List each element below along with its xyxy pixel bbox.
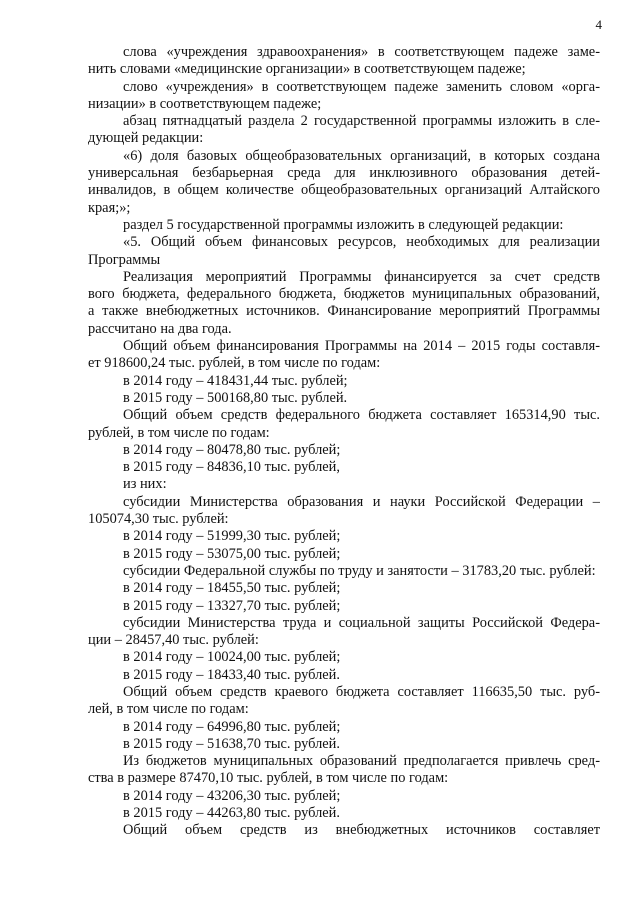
text-line: слова «учреждения здравоохранения» в соответствующем падеже заме- <box>123 44 600 60</box>
text-line: в 2015 году – 13327,70 тыс. рублей; <box>123 597 341 614</box>
page-number: 4 <box>595 17 602 32</box>
text-line: в 2015 году – 44263,80 тыс. рублей. <box>123 805 340 822</box>
text-line: Общий объем средств федерального бюджета составляет 165314,90 тыс. <box>123 407 600 424</box>
text-line: лей, в том числе по годам: <box>88 701 249 718</box>
text-line: Общий объем средств из внебюджетных источников составляет <box>123 822 600 839</box>
text-line: в 2014 году – 10024,00 тыс. рублей; <box>123 649 341 666</box>
text-line: «5. Общий объем финансовых ресурсов, необходимых для реализации <box>123 234 600 251</box>
text-line: рублей, в том числе по годам: <box>88 424 270 441</box>
text-line: в 2014 году – 18455,50 тыс. рублей; <box>123 580 341 597</box>
text-line: в 2014 году – 418431,44 тыс. рублей; <box>123 372 348 389</box>
text-line: Реализация мероприятий Программы финансируется за счет средств <box>123 268 600 285</box>
text-line: субсидии Министерства труда и социальной защиты Российской Федера- <box>123 614 600 631</box>
text-line: в 2015 году – 18433,40 тыс. рублей. <box>123 666 340 683</box>
text-line: раздел 5 государственной программы изложить в следующей редакции: <box>123 216 564 233</box>
text-line: Из бюджетов муниципальных образований предполагается привлечь сред- <box>123 753 600 770</box>
text-line: в 2014 году – 80478,80 тыс. рублей; <box>123 441 341 458</box>
text-line: а также внебюджетных источников. Финансирование мероприятий Программы <box>88 303 600 320</box>
text-line: в 2014 году – 64996,80 тыс. рублей; <box>123 718 341 735</box>
text-line: универсальная безбарьерная среда для инклюзивного образования детей- <box>88 165 600 182</box>
text-line: 105074,30 тыс. рублей: <box>88 511 229 528</box>
text-line: рассчитано на два года. <box>88 320 232 337</box>
text-line: субсидии Федеральной службы по труду и занятости – 31783,20 тыс. рублей: <box>123 562 596 579</box>
text-line: ства в размере 87470,10 тыс. рублей, в том числе по годам: <box>88 770 449 787</box>
text-line: слово «учреждения» в соответствующем падеже заменить словом «орга- <box>123 78 600 95</box>
text-line: ет 918600,24 тыс. рублей, в том числе по годам: <box>88 355 381 372</box>
text-line: низации» в соответствующем падеже; <box>88 95 322 112</box>
text-line: из них: <box>123 476 167 493</box>
text-line: в 2015 году – 53075,00 тыс. рублей; <box>123 545 341 562</box>
text-line: Программы <box>88 251 161 268</box>
text-line: субсидии Министерства образования и науки Российской Федерации – <box>123 493 600 510</box>
text-line: «6) доля базовых общеобразовательных организаций, в которых создана <box>123 147 600 164</box>
text-line: Общий объем финансирования Программы на 2014 – 2015 годы составля- <box>123 338 600 355</box>
text-line: инвалидов, в общем количестве общеобразовательных организаций Алтайского <box>88 182 600 199</box>
text-line: абзац пятнадцатый раздела 2 государственной программы изложить в сле- <box>123 113 600 130</box>
text-line: края;»; <box>88 199 131 216</box>
document-body <box>88 44 600 840</box>
text-line: нить словами «медицинские организации» в соответствующем падеже; <box>88 61 526 78</box>
text-line: в 2015 году – 84836,10 тыс. рублей, <box>123 459 340 476</box>
text-line: в 2014 году – 43206,30 тыс. рублей; <box>123 787 341 804</box>
text-line: вого бюджета, федерального бюджета, бюджетов муниципальных образований, <box>88 286 600 303</box>
text-line: в 2015 году – 51638,70 тыс. рублей. <box>123 735 340 752</box>
text-line: ции – 28457,40 тыс. рублей: <box>88 632 259 649</box>
text-line: дующей редакции: <box>88 130 204 147</box>
text-line: в 2015 году – 500168,80 тыс. рублей. <box>123 389 348 406</box>
text-line: Общий объем средств краевого бюджета составляет 116635,50 тыс. руб- <box>123 683 600 700</box>
text-line: в 2014 году – 51999,30 тыс. рублей; <box>123 528 341 545</box>
